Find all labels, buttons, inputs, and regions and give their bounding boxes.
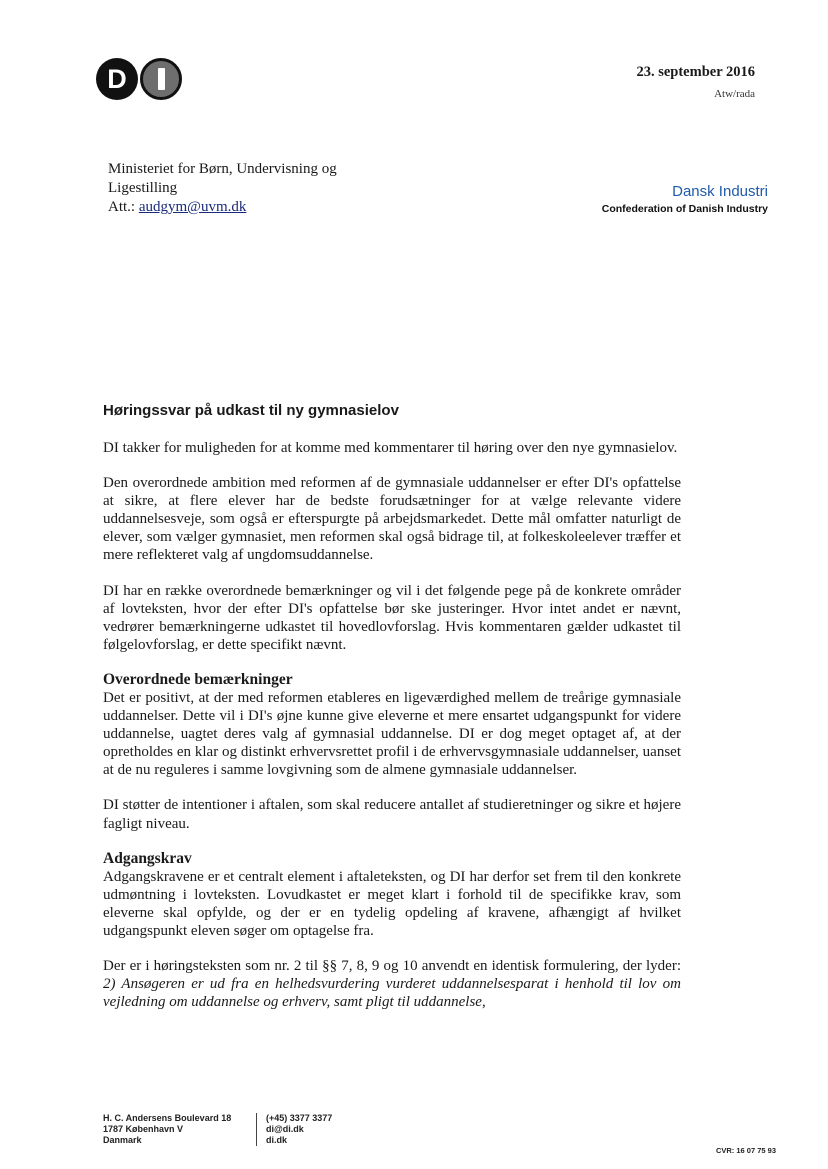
att-label: Att.: bbox=[108, 199, 136, 215]
heading-general-remarks: Overordnede bemærkninger bbox=[103, 670, 293, 688]
brand-subtitle: Confederation of Danish Industry bbox=[601, 203, 768, 215]
letter-body bbox=[103, 402, 681, 1028]
logo-letter-i bbox=[140, 58, 182, 100]
footer-phone: (+45) 3377 3377 bbox=[266, 1113, 333, 1123]
formulation-lead: Der er i høringsteksten som nr. 2 til §§ 7, 8, 9 og 10 anvendt en identisk formulering, der lyder: bbox=[103, 957, 681, 974]
letter-date: 23. september 2016 bbox=[636, 64, 755, 80]
footer-cvr: CVR: 16 07 75 93 bbox=[715, 1146, 776, 1155]
brand-name: Dansk Industri bbox=[672, 183, 768, 200]
recipient-address bbox=[108, 160, 337, 217]
paragraph-intro: DI takker for muligheden for at komme med kommentarer til høring over den nye gymnasielov. bbox=[103, 440, 678, 456]
paragraph-formulation bbox=[103, 957, 681, 1011]
paragraph-support: DI støtter de intentioner i aftalen, som skal reducere antallet af studieretninger og sikre et højere fagligt niveau. bbox=[103, 797, 681, 832]
recipient-att bbox=[108, 198, 337, 217]
di-logo bbox=[96, 58, 182, 100]
heading-admission: Adgangskrav bbox=[103, 849, 192, 867]
footer-city: 1787 København V bbox=[103, 1124, 184, 1134]
footer-web[interactable]: di.dk bbox=[266, 1135, 288, 1145]
paragraph-overview: DI har en række overordnede bemærkninger og vil i det følgende pege på de konkrete områder af lovteksten, hvor der efter DI's opfattelse bør ske justeringer. Hvor intet andet er nævnt, vedrører bemærkningerne udkastet til hovedlovforslag. Hvis kommentaren gælder udkastet til følgelovforslag, er dette specifikt nævnt. bbox=[103, 582, 681, 653]
paragraph-equality: Det er positivt, at der med reformen etableres en ligeværdighed mellem de treårige gymnasiale uddannelser. Dette vil i DI's øjne kunne give eleverne et mere ensartet udgangspunkt for videre uddannelse, uagtet deres valg af gymnasial uddannelse. DI er dog meget optaget af, at der opretholdes en klar og distinkt erhvervsrettet profil i de erhvervsgymnasiale uddannelser, uanset at de nu reguleres i samme lovgivning som de almene gymnasiale uddannelser. bbox=[103, 689, 681, 779]
paragraph-admission: Adgangskravene er et centralt element i aftaleteksten, og DI har derfor set frem til den konkrete udmøntning i lovteksten. Lovudkastet er meget klart i forhold til de specifikke krav, som eleverne skal opfylde, og der er en tydelig opdeling af kravene, afhængigt af hvilket udgangspunkt eleven søger om optagelse fra. bbox=[103, 868, 681, 939]
recipient-line-2: Ligestilling bbox=[108, 180, 178, 196]
logo-i-bar bbox=[158, 68, 165, 90]
footer-street: H. C. Andersens Boulevard 18 bbox=[103, 1113, 232, 1123]
formulation-quote: 2) Ansøgeren er ud fra en helhedsvurdering vurderet uddannelsesparat i henhold til lov om vejledning om uddannelse og erhverv, samt pligt til uddannelse, bbox=[103, 976, 681, 1011]
footer-email[interactable]: di@di.dk bbox=[266, 1124, 304, 1134]
footer-country: Danmark bbox=[103, 1135, 142, 1145]
footer-address bbox=[103, 1113, 231, 1146]
recipient-line-1: Ministeriet for Børn, Undervisning og bbox=[108, 161, 337, 177]
brand-block bbox=[602, 183, 768, 215]
paragraph-ambition: Den overordnede ambition med reformen af de gymnasiale uddannelser er efter DI's opfattelse at sikre, at flere elever har de bedste forudsætninger for at vælge relevante videre uddannelsesveje, som også er efterspurgte på arbejdsmarkedet. Dette mål omfatter naturligt de elever, som vælger gymnasiet, men reformen skal også bidrage til, at folkeskoleelever træffer et mere reflekteret valg af ungdomsuddannelse. bbox=[103, 475, 681, 564]
att-email-link[interactable]: audgym@uvm.dk bbox=[138, 199, 247, 215]
footer-contact bbox=[256, 1113, 332, 1146]
letter-reference: Atw/rada bbox=[714, 88, 755, 100]
document-title: Høringssvar på udkast til ny gymnasielov bbox=[103, 402, 399, 419]
logo-letter-d: D bbox=[96, 58, 138, 100]
